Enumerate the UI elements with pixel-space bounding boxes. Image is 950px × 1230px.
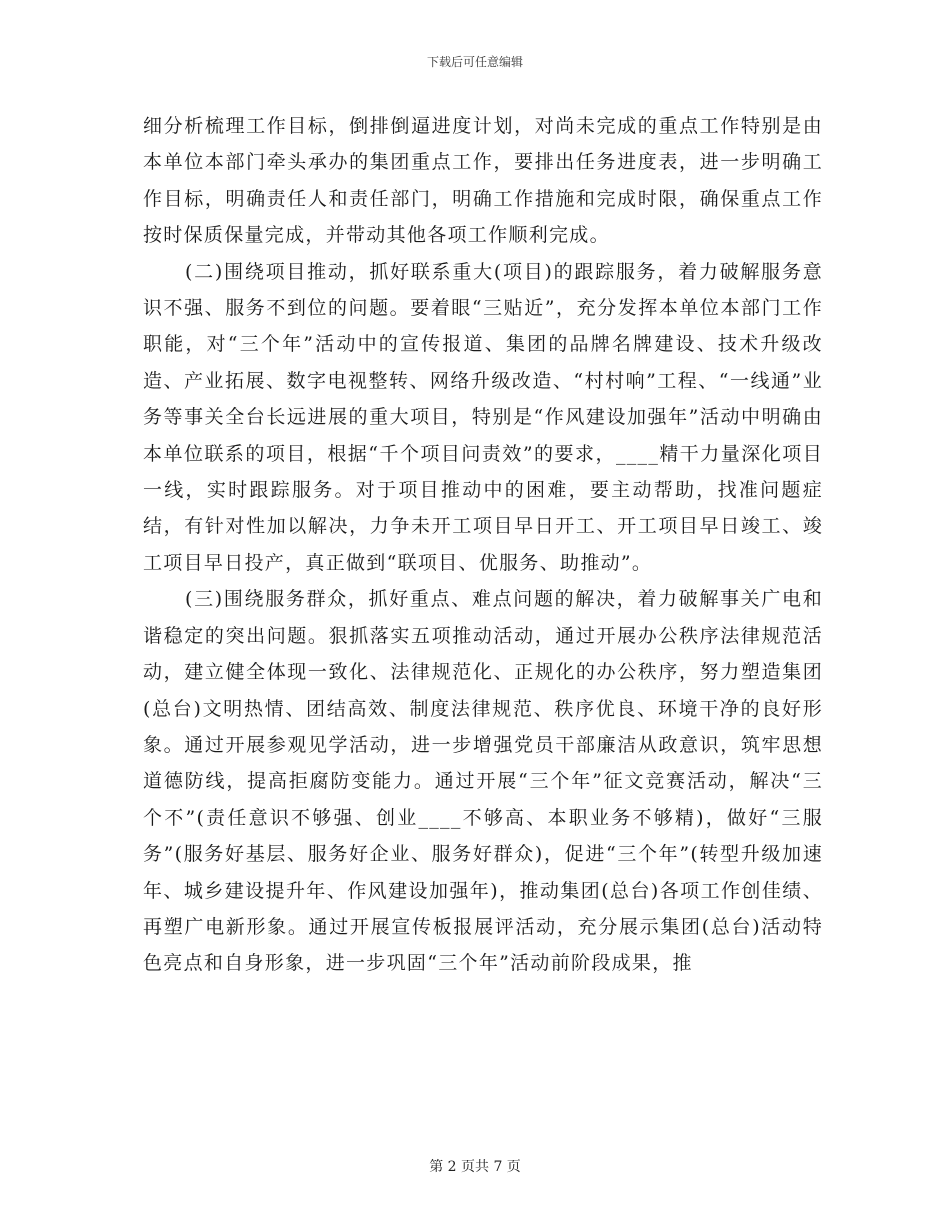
- document-body: [143, 108, 823, 982]
- paragraph-continuation: 细分析梳理工作目标，倒排倒逼进度计划，对尚未完成的重点工作特别是由本单位本部门牵头承办的集团重点工作，要排出任务进度表，进一步明确工作目标，明确责任人和责任部门，明确工作措施和完成时限，确保重点工作按时保质保量完成，并带动其他各项工作顺利完成。: [143, 115, 823, 247]
- page-header: 下载后可任意编辑: [426, 55, 523, 69]
- paragraph-section-three: (三)围绕服务群众，抓好重点、难点问题的解决，着力破解事关广电和谐稳定的突出问题。狠抓落实五项推动活动，通过开展办公秩序法律规范活动，建立健全体现一致化、法律规范化、正规化的办公秩序，努力塑造集团(总台)文明热情、团结高效、制度法律规范、秩序优良、环境干净的良好形象。通过开展参观见学活动，进一步增强党员干部廉洁从政意识，筑牢思想道德防线，提高拒腐防变能力。通过开展“三个年”征文竞赛活动，解决“三个不”(责任意识不够强、创业____不够高、本职业务不够精)，做好“三服务”(服务好基层、服务好企业、服务好群众)，促进“三个年”(转型升级加速年、城乡建设提升年、作风建设加强年)，推动集团(总台)各项工作创佳绩、再塑广电新形象。通过开展宣传板报展评活动，充分展示集团(总台)活动特色亮点和自身形象，进一步巩固“三个年”活动前阶段成果，推: [143, 588, 823, 975]
- page-number: 第 2 页共 7 页: [429, 1159, 521, 1175]
- paragraph-section-two: (二)围绕项目推动，抓好联系重大(项目)的跟踪服务，着力破解服务意识不强、服务不到位的问题。要着眼“三贴近”，充分发挥本单位本部门工作职能，对“三个年”活动中的宣传报道、集团的品牌名牌建设、技术升级改造、产业拓展、数字电视整转、网络升级改造、“村村响”工程、“一线通”业务等事关全台长远进展的重大项目，特别是“作风建设加强年”活动中明确由本单位联系的项目，根据“千个项目问责效”的要求，____精干力量深化项目一线，实时跟踪服务。对于项目推动中的困难，要主动帮助，找准问题症结，有针对性加以解决，力争未开工项目早日开工、开工项目早日竣工、竣工项目早日投产，真正做到“联项目、优服务、助推动”。: [143, 260, 823, 574]
